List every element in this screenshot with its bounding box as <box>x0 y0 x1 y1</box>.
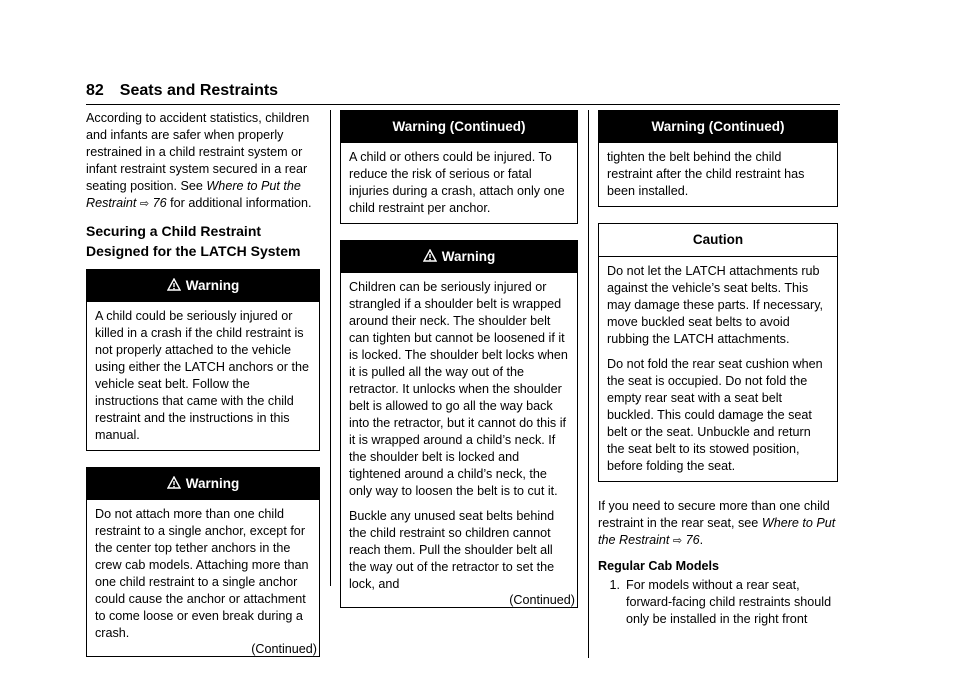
subheading: Regular Cab Models <box>598 559 720 573</box>
warning-text: Buckle any unused seat belts behind the child restraint so children cannot reach them. Pull the shoulder belt all the way out of the retractor to set the lock, and <box>349 509 555 591</box>
intro-paragraph: According to accident statistics, children and infants are safer when properly restrained in a child restraint system or infant restraint system secured in a rear seating position. See Where to Put the Restraint ⇨ 76 for additional information. <box>86 111 312 210</box>
list-item <box>598 577 838 628</box>
body-paragraph: If you need to secure more than one child restraint in the rear seat, see Where to Put the Restraint ⇨ 76. <box>598 499 836 547</box>
caution-box <box>598 223 838 482</box>
column-1 <box>86 110 320 673</box>
numbered-list <box>598 577 838 628</box>
cross-reference-link[interactable]: Where to Put the Restraint <box>86 179 301 210</box>
warning-text: A child or others could be injured. To reduce the risk of serious or fatal injuries during a crash, attach only one child restraint per anchor. <box>349 150 565 215</box>
list-text: For models without a rear seat, forward-facing child restraints should only be installed in the right front <box>626 578 832 626</box>
page-reference[interactable]: 76 <box>685 533 700 547</box>
column-3 <box>598 110 838 628</box>
warning-box <box>86 269 320 451</box>
page-arrow-icon: ⇨ <box>139 198 150 210</box>
warning-icon <box>167 476 181 489</box>
caution-title: Caution <box>599 224 837 257</box>
column-divider <box>330 110 331 586</box>
warning-title: Warning <box>87 468 319 500</box>
warning-icon <box>167 278 181 291</box>
warning-title: Warning <box>87 270 319 302</box>
section-title: Seats and Restraints <box>119 82 279 99</box>
section-heading: Securing a Child Restraint Designed for the LATCH System <box>86 223 301 259</box>
warning-text: tighten the belt behind the child restraint after the child restraint has been installed. <box>607 150 805 198</box>
page-number: 82 <box>86 82 104 99</box>
warning-text: Children can be seriously injured or strangled if a shoulder belt is wrapped around their neck. The shoulder belt can tighten but cannot be loosened if it is locked. The shoulder belt locks when it is pulled all the way out of the retractor. It unlocks when the shoulder belt is allowed to go all the way back into the retractor, but it cannot do this if it is wrapped around a child’s neck. If the shoulder belt is locked and tightened around a child’s neck, the only way to loosen the belt is to cut it. <box>349 280 568 498</box>
continued-label: (Continued) <box>251 642 317 656</box>
cross-reference-link[interactable]: Where to Put the Restraint <box>598 516 836 547</box>
page-arrow-icon: ⇨ <box>672 535 683 547</box>
warning-continued-box <box>598 110 838 207</box>
list-number: 1. <box>609 578 620 592</box>
caution-text: Do not let the LATCH attachments rub against the vehicle’s seat belts. This may damage these parts. If necessary, move buckled seat belts to avoid rubbing the LATCH attachments. <box>607 264 824 346</box>
warning-title: Warning (Continued) <box>341 111 577 143</box>
continued-label: (Continued) <box>509 593 575 607</box>
warning-box <box>340 240 578 608</box>
caution-text: Do not fold the rear seat cushion when the seat is occupied. Do not fold the empty rear seat with a seat belt buckled. This could damage the seat belt or the seat. Unbuckle and return the seat belt to its stowed position, before folding the seat. <box>607 357 823 473</box>
warning-continued-box <box>340 110 578 224</box>
warning-title: Warning <box>341 241 577 273</box>
column-2 <box>340 110 578 624</box>
warning-text: A child could be seriously injured or killed in a crash if the child restraint is not properly attached to the vehicle using either the LATCH anchors or the vehicle seat belt. Follow the instructions that came with the child restraint and the instructions in this manual. <box>95 309 309 442</box>
warning-title: Warning (Continued) <box>599 111 837 143</box>
header-rule <box>86 104 840 105</box>
page-header <box>86 82 278 104</box>
warning-box <box>86 467 320 657</box>
page-reference[interactable]: 76 <box>152 196 167 210</box>
warning-text: Do not attach more than one child restraint to a single anchor, except for the center top tether anchors in the crew cab models. Attaching more than one child restraint to a single anchor could cause the anchor or attachment to come loose or even break during a crash. <box>95 507 309 640</box>
warning-icon <box>423 249 437 262</box>
column-divider <box>588 110 589 658</box>
